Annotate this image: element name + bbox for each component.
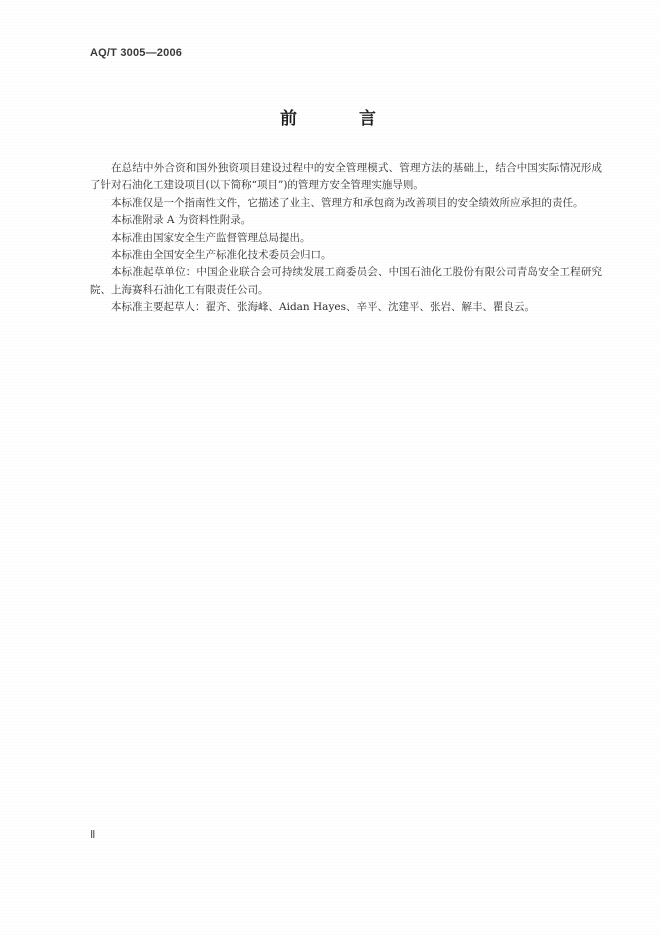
- standard-code: AQ/T 3005—2006: [90, 47, 183, 59]
- paragraph-summary: 在总结中外合资和国外独资项目建设过程中的安全管理模式、管理方法的基础上，结合中国实际情况形成了针对石油化工建设项目(以下简称“项目”)的管理方安全管理实施导则。: [90, 162, 602, 192]
- paragraph-committee: 本标准由全国安全生产标准化技术委员会归口。: [111, 249, 332, 262]
- body-text: [90, 160, 602, 317]
- paragraph-drafting-units: 本标准起草单位：中国企业联合会可持续发展工商委员会、中国石油化工股份有限公司青岛安全工程研究院、上海赛科石油化工有限责任公司。: [90, 266, 602, 296]
- paragraph-proposer: 本标准由国家安全生产监督管理总局提出。: [111, 231, 311, 244]
- paragraph-appendix: 本标准附录 A 为资料性附录。: [111, 214, 252, 227]
- page-number: Ⅱ: [90, 829, 96, 841]
- page-title: 前 言: [280, 109, 404, 129]
- paragraph-drafters: 本标准主要起草人：翟齐、张海峰、Aidan Hayes、辛平、沈建平、张岩、解丰、瞿良云。: [111, 301, 535, 314]
- paragraph-guidance: 本标准仅是一个指南性文件，它描述了业主、管理方和承包商为改善项目的安全绩效所应承担的责任。: [111, 196, 584, 209]
